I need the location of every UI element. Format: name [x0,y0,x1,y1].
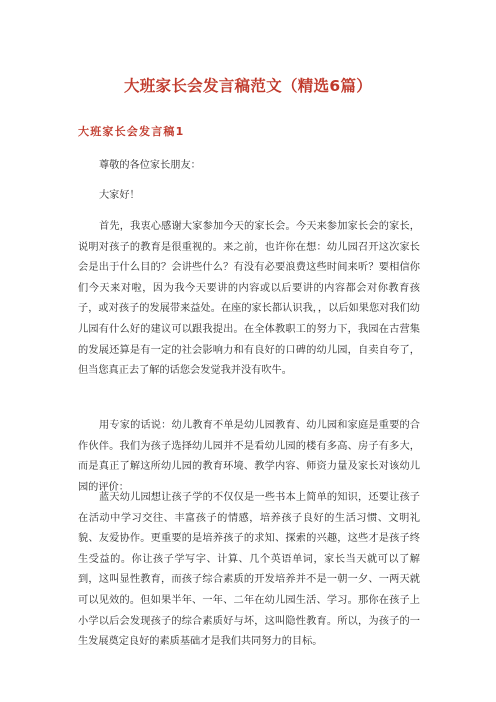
paragraph: 首先，我衷心感谢大家参加今天的家长会。今天来参加家长会的家长，说明对孩子的教育是很重视的。来之前，也许你在想：幼儿园召开这次家长会是出于什么目的？会讲些什么？有没有必要浪费这些时间来听？要相信你们今天来对啦，因为我今天要讲的内容或以后要讲的内容都会对你教育孩子，或对孩子的发展带来益处。在座的家长都认识我，，以后如果您对我们幼儿园有什么好的建议可以跟我提出。在全体教职工的努力下，我园在古营集的发展还算是有一定的社会影响力和有良好的口碑的幼儿园，自卖自夸了，但当您真正去了解的话您会发觉我并没有吹牛。 [78,221,420,377]
salutation: 尊敬的各位家长朋友： [99,160,201,171]
section-heading: 大班家长会发言稿1 [78,125,185,138]
paragraph: 蓝天幼儿园想让孩子学的不仅仅是一些书本上简单的知识，还要让孩子在活动中学习交往、丰富孩子的情感，培养孩子良好的生活习惯、文明礼貌、友爱协作。更重要的是培养孩子的求知、探索的兴趣，这些才是孩子终生受益的。你让孩子学写字、计算、几个英语单词，家长当天就可以了解到，这叫显性教育，而孩子综合素质的开发培养并不是一朝一夕、一两天就可以见效的。但如果半年、一年、二年在幼儿园生活、学习。那你在孩子上小学以后会发现孩子的综合素质好与坏，这叫隐性教育。所以，为孩子的一生发展奠定良好的素质基础才是我们共同努力的目标。 [78,492,420,648]
document-title: 大班家长会发言稿范文（精选6篇） [123,77,373,95]
greeting: 大家好！ [99,190,140,201]
paragraph: 用专家的话说：幼儿教育不单是幼儿园教育、幼儿园和家庭是重要的合作伙伴。我们为孩子选择幼儿园并不是看幼儿园的楼有多高、房子有多大，而是真正了解这所幼儿园的教育环境、教学内容、师资力量及家长对该幼儿园的评价： [78,420,420,493]
